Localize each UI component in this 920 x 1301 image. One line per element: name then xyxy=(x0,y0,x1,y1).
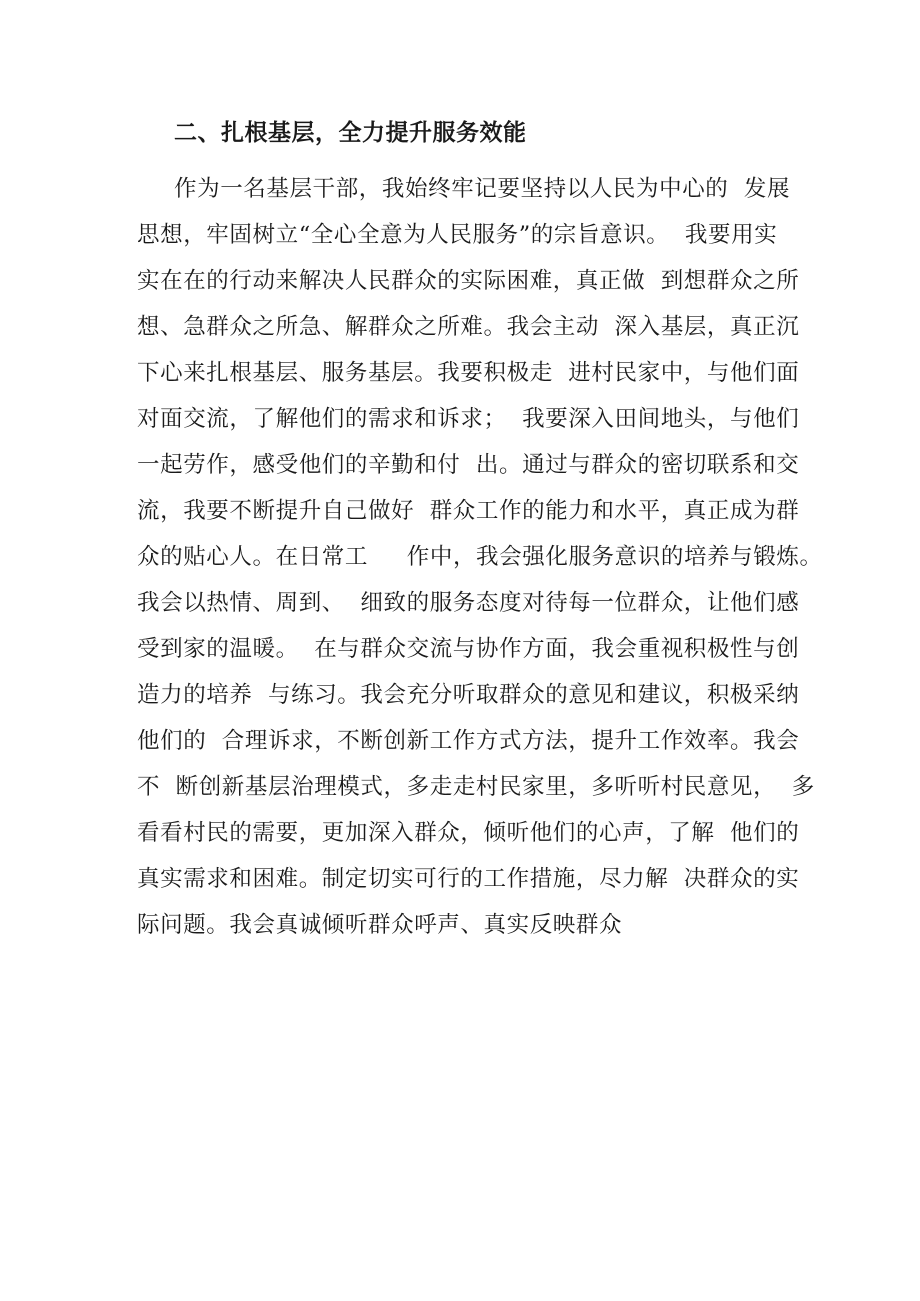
text-line: 真实需求和困难。制定切实可行的工作措施，尽力解 决群众的实 xyxy=(137,866,800,892)
text-line: 对面交流，了解他们的需求和诉求； 我要深入田间地头，与他们 xyxy=(137,406,800,432)
text-line: 实在在的行动来解决人民群众的实际困难，真正做 到想群众之所 xyxy=(137,268,800,294)
text-line: 不 断创新基层治理模式，多走走村民家里，多听听村民意见， 多 xyxy=(137,774,815,800)
text-line: 作为一名基层干部，我始终牢记要坚持以人民为中心的 发展 xyxy=(174,176,791,202)
text-line: 看看村民的需要，更加深入群众，倾听他们的心声，了解 他们的 xyxy=(137,820,800,846)
text-line: 造力的培养 与练习。我会充分听取群众的意见和建议，积极采纳 xyxy=(137,682,800,708)
text-line: 我会以热情、周到、 细致的服务态度对待每一位群众，让他们感 xyxy=(137,590,800,616)
text-line: 众的贴心人。在日常工 作中，我会强化服务意识的培养与锻炼。 xyxy=(137,544,823,570)
text-line: 际问题。我会真诚倾听群众呼声、真实反映群众 xyxy=(137,912,623,938)
text-line: 下心来扎根基层、服务基层。我要积极走 进村民家中，与他们面 xyxy=(137,360,800,386)
text-line: 一起劳作，感受他们的辛勤和付 出。通过与群众的密切联系和交 xyxy=(137,452,800,478)
text-line: 想、急群众之所急、解群众之所难。我会主动 深入基层，真正沉 xyxy=(137,314,800,340)
section-heading: 二、扎根基层，全力提升服务效能 xyxy=(174,119,527,146)
text-line: 他们的 合理诉求，不断创新工作方式方法，提升工作效率。我会 xyxy=(137,728,800,754)
text-line: 思想，牢固树立“全心全意为人民服务”的宗旨意识。 我要用实 xyxy=(137,222,778,248)
text-line: 受到家的温暖。 在与群众交流与协作方面，我会重视积极性与创 xyxy=(137,636,800,662)
text-line: 流，我要不断提升自己做好 群众工作的能力和水平，真正成为群 xyxy=(137,498,800,524)
